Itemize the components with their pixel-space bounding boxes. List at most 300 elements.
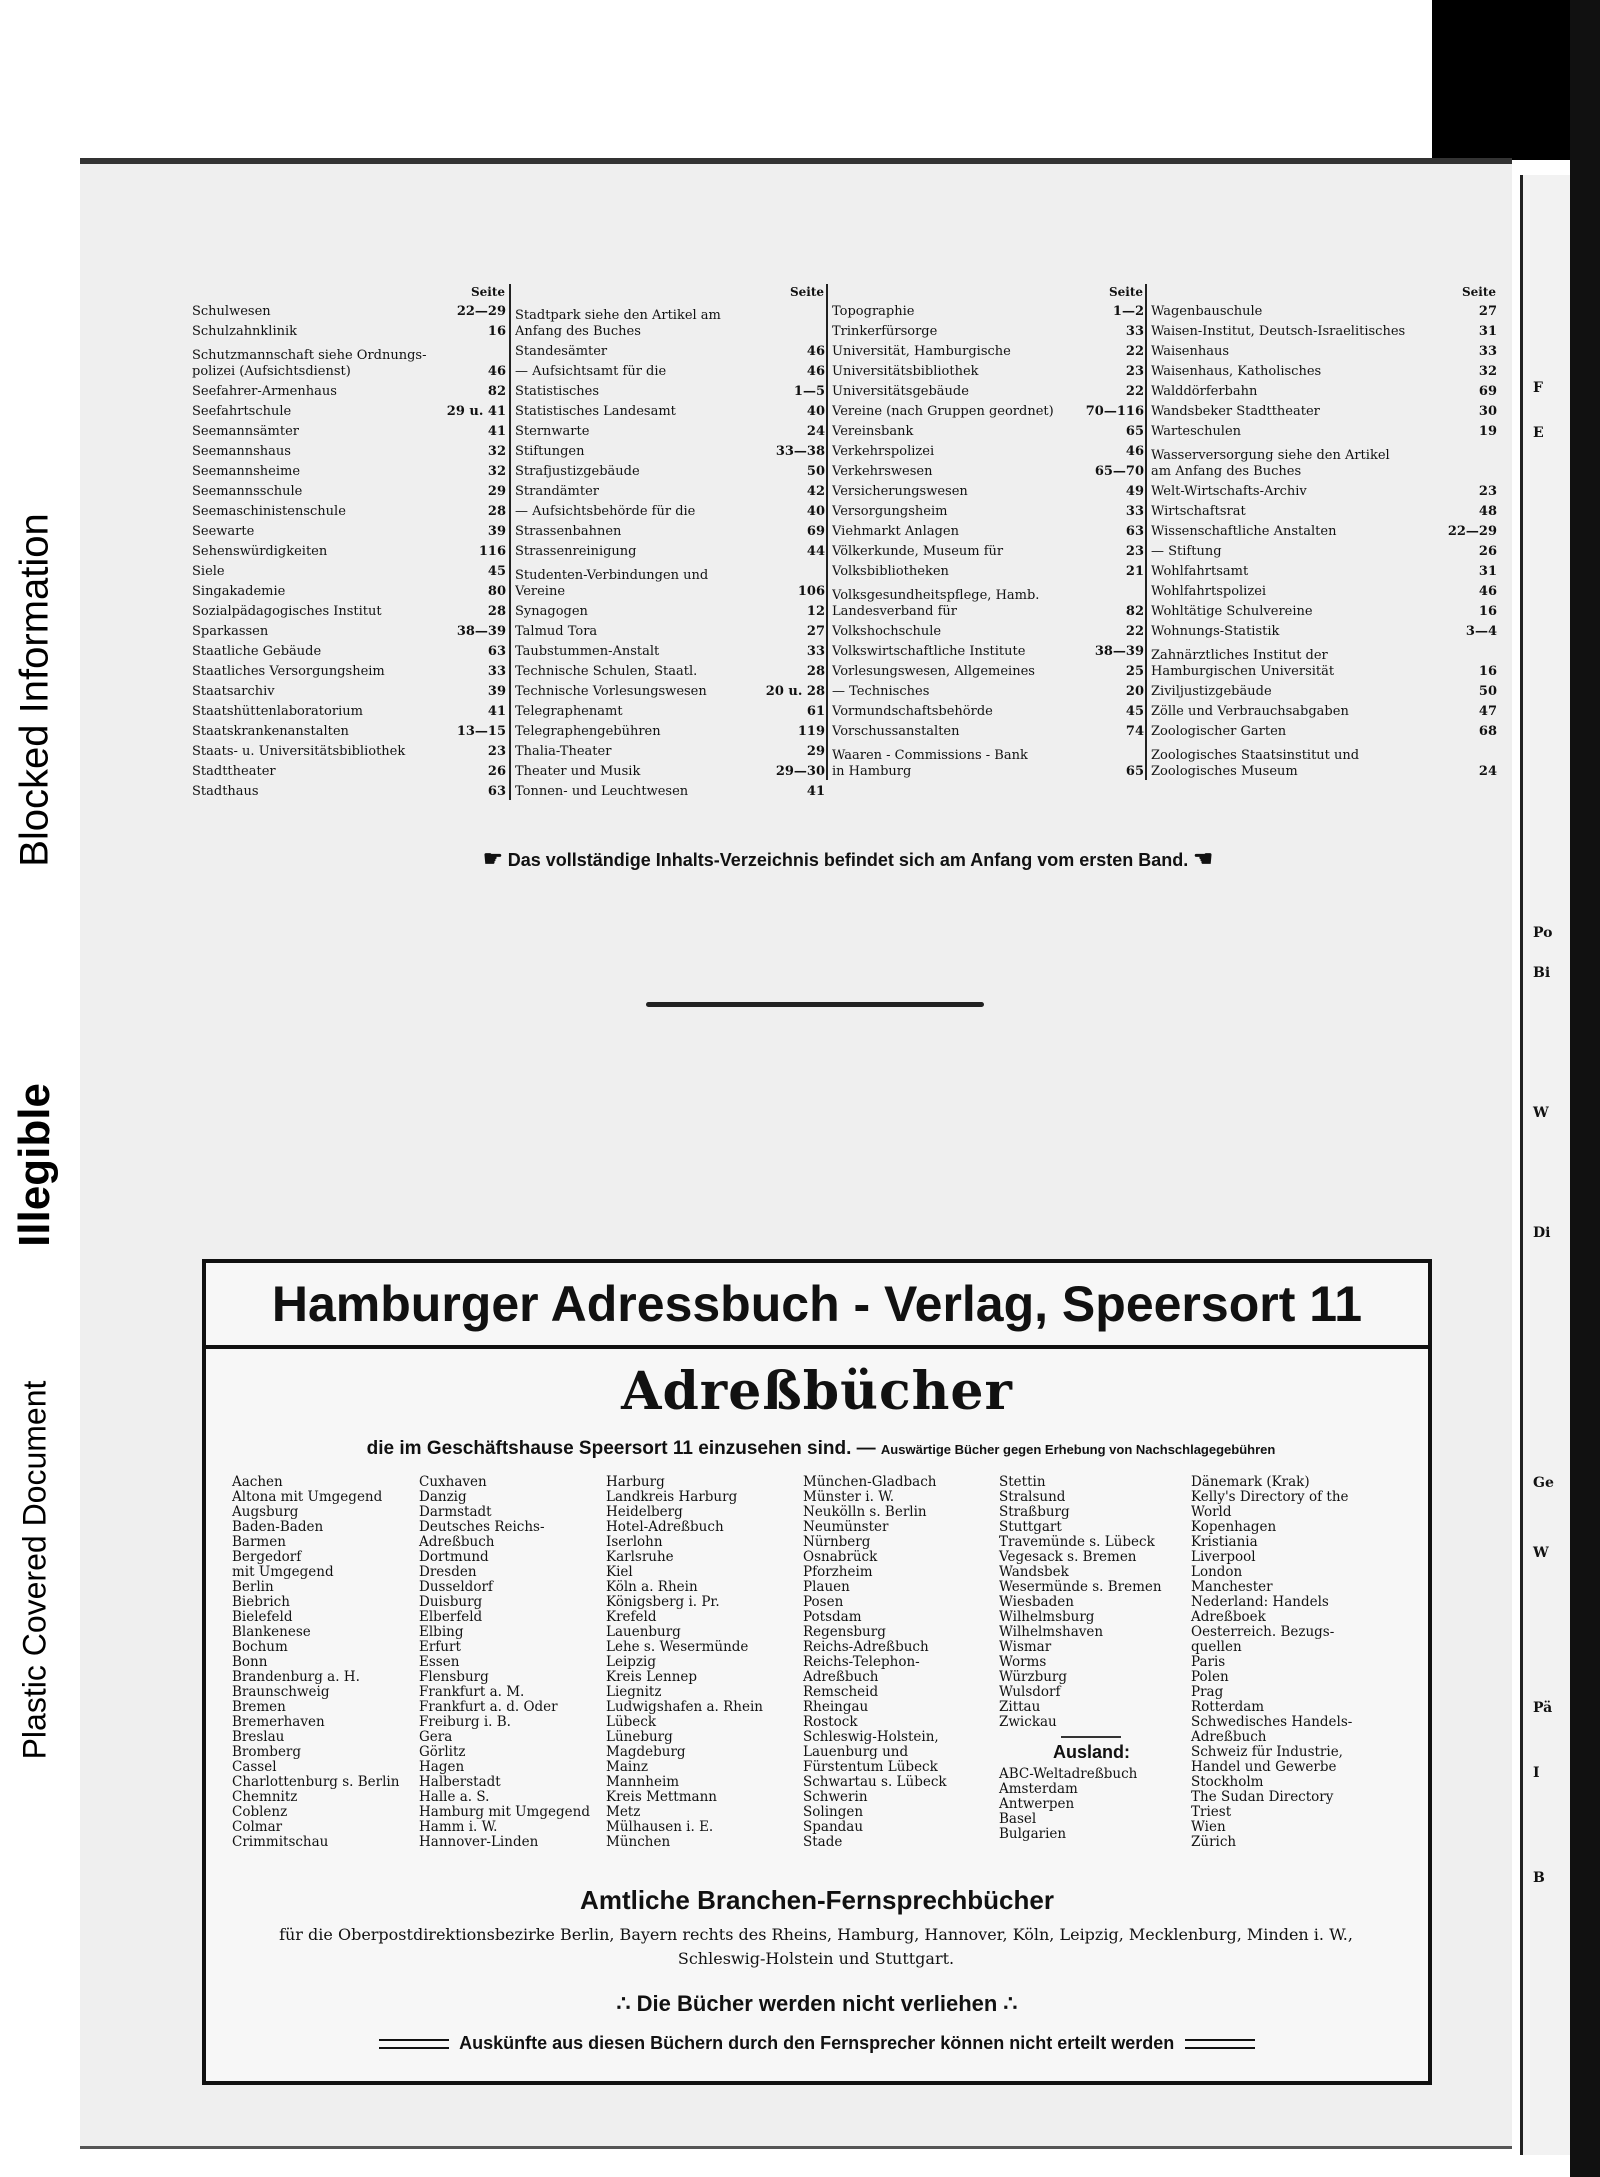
index-entry-page: 13—15: [456, 724, 506, 739]
index-entry-page: 65—70: [1094, 464, 1144, 479]
city-name: Dänemark (Krak): [1191, 1474, 1310, 1490]
index-entry-page: 3—4: [1465, 624, 1497, 639]
city-name: Stralsund: [999, 1489, 1066, 1505]
index-entry-page: 46: [806, 364, 825, 379]
index-entry: [511, 700, 828, 720]
city-name: Charlottenburg s. Berlin: [232, 1774, 400, 1790]
city-column: [999, 1475, 1184, 1842]
city-name: Travemünde s. Lübeck: [999, 1534, 1155, 1550]
index-entry-label: Viehmarkt Anlagen: [832, 524, 959, 539]
index-entry: [188, 480, 509, 500]
index-entry-page: 16: [487, 324, 506, 339]
index-entry-label: Talmud Tora: [515, 624, 598, 639]
city-name: Mülhausen i. E.: [606, 1819, 714, 1835]
city-name: Baden-Baden: [232, 1519, 324, 1535]
city-name: Straßburg: [999, 1504, 1070, 1520]
foreign-city-name: Antwerpen: [999, 1796, 1075, 1812]
city-name: Paris: [1191, 1654, 1226, 1670]
index-entry-page: 23: [1125, 364, 1144, 379]
index-entry: [188, 780, 509, 800]
index-entry-page: 69: [1478, 384, 1497, 399]
index-entry-page: 41: [487, 704, 506, 719]
city-name: Rheingau: [803, 1699, 869, 1715]
index-entry-page: 49: [1125, 484, 1144, 499]
double-rule-left: [379, 2039, 449, 2049]
index-entry-label: Ziviljustizgebäude: [1151, 684, 1272, 699]
index-entry: [188, 380, 509, 400]
index-column: [509, 284, 828, 800]
index-entry: [828, 340, 1147, 360]
index-entry: [511, 720, 828, 740]
index-entry-page: 45: [1125, 704, 1144, 719]
index-entry-page: 33: [1125, 504, 1144, 519]
index-entry-page: 1—2: [1112, 304, 1144, 319]
index-entry: [828, 580, 1147, 620]
index-entry-page: 46: [1125, 444, 1144, 459]
city-name: Schwartau s. Lübeck: [803, 1774, 947, 1790]
index-entry: [511, 600, 828, 620]
city-name: Hotel-Adreßbuch: [606, 1519, 724, 1535]
city-name: Dusseldorf: [419, 1579, 493, 1595]
index-entry: [1147, 560, 1500, 580]
index-entry-label: Wohlfahrtsamt: [1151, 564, 1249, 579]
index-entry-page: 41: [487, 424, 506, 439]
index-entry-label: Staats- u. Universitätsbibliothek: [192, 744, 406, 759]
index-entry-label: Seefahrtschule: [192, 404, 292, 419]
index-entry-page: 24: [1478, 764, 1497, 779]
index-entry-label: Sternwarte: [515, 424, 590, 439]
index-entry: [188, 420, 509, 440]
index-entry: [188, 680, 509, 700]
index-entry: [188, 540, 509, 560]
index-entry-label: Siele: [192, 564, 225, 579]
fragment-letter: Di: [1533, 1225, 1551, 1241]
index-entry-label: Seemaschinistenschule: [192, 504, 346, 519]
city-name: Bonn: [232, 1654, 268, 1670]
city-name: Kiel: [606, 1564, 633, 1580]
city-name: Altona mit Umgegend: [232, 1489, 383, 1505]
no-phone-text: Auskünfte aus diesen Büchern durch den Fernsprecher können nicht erteilt werden: [459, 2033, 1175, 2053]
seite-header: Seite: [470, 285, 505, 299]
index-entry-page: 27: [806, 624, 825, 639]
index-entry: [828, 460, 1147, 480]
index-entry: [511, 660, 828, 680]
scan-border-right: [1570, 0, 1600, 2177]
ad-subline-small: Auswärtige Bücher gegen Erhebung von Nachschlagegebühren: [880, 1442, 1276, 1457]
index-entry-page: 21: [1125, 564, 1144, 579]
index-entry-page: 31: [1478, 324, 1497, 339]
index-entry-page: 42: [806, 484, 825, 499]
index-entry-page: 23: [1478, 484, 1497, 499]
city-name: Aachen: [232, 1474, 283, 1490]
city-name: Bochum: [232, 1639, 288, 1655]
index-entry-page: 19: [1478, 424, 1497, 439]
index-entry-label: Standesämter: [515, 344, 608, 359]
city-name: Coblenz: [232, 1804, 288, 1820]
index-entry-label: Seemannshaus: [192, 444, 291, 459]
city-name: Crimmitschau: [232, 1834, 329, 1850]
city-name: Cassel: [232, 1759, 277, 1775]
city-name: Metz: [606, 1804, 641, 1820]
index-entry-page: 33—38: [775, 444, 825, 459]
illegible-label: Illegible: [10, 1083, 59, 1247]
index-entry-page: 48: [1478, 504, 1497, 519]
city-name: Nederland: Handels: [1191, 1594, 1329, 1610]
index-entry-page: 63: [1125, 524, 1144, 539]
index-entry-page: 29: [806, 744, 825, 759]
city-name: Stade: [803, 1834, 843, 1850]
city-name: Elberfeld: [419, 1609, 483, 1625]
index-entry: [1147, 620, 1500, 640]
index-entry-page: 28: [487, 504, 506, 519]
margin-strip: [0, 0, 70, 2177]
index-entry-page: 46: [487, 364, 506, 379]
foreign-city-name: ABC-Weltadreßbuch: [999, 1766, 1138, 1782]
city-name: Köln a. Rhein: [606, 1579, 698, 1595]
index-entry-label: Seemannsschule: [192, 484, 303, 499]
seite-header: Seite: [1461, 285, 1496, 299]
city-name: Duisburg: [419, 1594, 483, 1610]
city-name: Kelly's Directory of the: [1191, 1489, 1349, 1505]
index-entry-page: 32: [487, 464, 506, 479]
index-entry-label: Sehenswürdigkeiten: [192, 544, 328, 559]
pointing-hand-left-icon: ☚: [1193, 846, 1213, 871]
index-entry-label: Wohlfahrtspolizei: [1151, 584, 1267, 599]
city-name: Stuttgart: [999, 1519, 1062, 1535]
seite-header: Seite: [1108, 285, 1143, 299]
index-entry: [828, 440, 1147, 460]
city-name: London: [1191, 1564, 1243, 1580]
index-entry: [511, 500, 828, 520]
index-entry-page: 46: [1478, 584, 1497, 599]
city-name: Adreßbuch: [419, 1534, 495, 1550]
index-entry: [188, 620, 509, 640]
city-name: Brandenburg a. H.: [232, 1669, 360, 1685]
city-name: Gera: [419, 1729, 453, 1745]
city-name: Osnabrück: [803, 1549, 878, 1565]
index-entry: [828, 320, 1147, 340]
index-entry-page: 63: [487, 784, 506, 799]
index-entry-label: Vorschussanstalten: [832, 724, 960, 739]
index-entry-page: 33: [1125, 324, 1144, 339]
index-column: [188, 284, 509, 800]
city-name: Schwerin: [803, 1789, 868, 1805]
city-name: Schwedisches Handels-: [1191, 1714, 1353, 1730]
index-entry-page: 16: [1478, 604, 1497, 619]
fragment-letter: F: [1533, 380, 1543, 396]
index-entry-label: Vorlesungswesen, Allgemeines: [832, 664, 1035, 679]
index-entry: [188, 600, 509, 620]
index-entry: [1147, 380, 1500, 400]
index-entry-page: 74: [1125, 724, 1144, 739]
index-entry-label: Staatliche Gebäude: [192, 644, 322, 659]
fragment-letter: Bi: [1533, 965, 1551, 981]
index-entry: [1147, 300, 1500, 320]
city-name: Frankfurt a. M.: [419, 1684, 525, 1700]
city-name: Kristiania: [1191, 1534, 1258, 1550]
index-entry-page: 22—29: [456, 304, 506, 319]
index-entry-label: Stadtpark siehe den Artikel am Anfang des Buches: [515, 308, 721, 339]
fragment-letter: W: [1533, 1545, 1549, 1561]
index-entry-label: Universitätsbibliothek: [832, 364, 979, 379]
index-entry-label: Staatsarchiv: [192, 684, 275, 699]
index-entry-label: Staatshüttenlaboratorium: [192, 704, 363, 719]
index-entry-label: Walddörferbahn: [1151, 384, 1258, 399]
seite-header: Seite: [789, 285, 824, 299]
index-entry: [188, 460, 509, 480]
city-name: Wilhelmshaven: [999, 1624, 1104, 1640]
index-entry-label: Verkehrswesen: [832, 464, 933, 479]
index-entry-page: 68: [1478, 724, 1497, 739]
index-entry-page: 25: [1125, 664, 1144, 679]
city-name: Adreßbuch: [803, 1669, 879, 1685]
double-rule-right: [1185, 2039, 1255, 2049]
city-name: Liverpool: [1191, 1549, 1256, 1565]
index-entry-label: Statistisches Landesamt: [515, 404, 676, 419]
city-column: [606, 1475, 791, 1850]
city-name: Münster i. W.: [803, 1489, 895, 1505]
index-entry: [1147, 440, 1500, 480]
blocked-information-label: Blocked Information: [12, 513, 57, 867]
city-name: Danzig: [419, 1489, 467, 1505]
index-entry-page: 23: [487, 744, 506, 759]
document-page: [80, 158, 1512, 2149]
city-name: Königsberg i. Pr.: [606, 1594, 720, 1610]
city-name: mit Umgegend: [232, 1564, 334, 1580]
city-name: Oesterreich. Bezugs-: [1191, 1624, 1335, 1640]
city-name: Polen: [1191, 1669, 1229, 1685]
city-name: Reichs-Telephon-: [803, 1654, 920, 1670]
index-entry: [511, 480, 828, 500]
index-entry-page: 33: [1478, 344, 1497, 359]
index-entry-page: 26: [487, 764, 506, 779]
index-entry: [188, 320, 509, 340]
index-entry-page: 22: [1125, 384, 1144, 399]
index-entry-label: Vereine (nach Gruppen geordnet): [832, 404, 1054, 419]
index-entry-label: Strassenbahnen: [515, 524, 622, 539]
city-name: Darmstadt: [419, 1504, 492, 1520]
index-entry-page: 31: [1478, 564, 1497, 579]
fragment-letter: I: [1533, 1765, 1540, 1781]
index-entry-label: Waisenhaus, Katholisches: [1151, 364, 1322, 379]
index-entry-page: 16: [1478, 664, 1497, 679]
city-name: Stettin: [999, 1474, 1046, 1490]
index-entry-page: 47: [1478, 704, 1497, 719]
index-entry: [828, 520, 1147, 540]
index-entry: [828, 560, 1147, 580]
index-entry-page: 70—116: [1085, 404, 1144, 419]
city-name: Erfurt: [419, 1639, 461, 1655]
city-name: Neukölln s. Berlin: [803, 1504, 927, 1520]
index-entry: [1147, 500, 1500, 520]
city-name: Lehe s. Wesermünde: [606, 1639, 749, 1655]
index-entry-page: 1—5: [793, 384, 825, 399]
ausland-separator: [1061, 1736, 1121, 1738]
city-name: Frankfurt a. d. Oder: [419, 1699, 558, 1715]
index-entry: [188, 300, 509, 320]
index-entry-label: Wasserversorgung siehe den Artikel am Anfang des Buches: [1151, 448, 1390, 479]
index-entry: [1147, 360, 1500, 380]
index-entry-label: Versicherungswesen: [832, 484, 968, 499]
city-name: Schweiz für Industrie,: [1191, 1744, 1343, 1760]
index-entry-page: 40: [806, 504, 825, 519]
city-name: Halle a. S.: [419, 1789, 490, 1805]
fragment-letter: Po: [1533, 925, 1553, 941]
index-entry: [511, 540, 828, 560]
index-entry: [188, 660, 509, 680]
index-entry-page: 119: [797, 724, 825, 739]
city-name: Adreßboek: [1191, 1609, 1266, 1625]
index-entry: [828, 540, 1147, 560]
index-entry-label: Wohltätige Schulvereine: [1151, 604, 1313, 619]
city-name: Augsburg: [232, 1504, 299, 1520]
index-entry-page: 40: [806, 404, 825, 419]
index-entry: [511, 620, 828, 640]
index-entry-page: 39: [487, 684, 506, 699]
city-name: Wien: [1191, 1819, 1226, 1835]
fragment-letter: B: [1533, 1870, 1545, 1886]
index-entry: [511, 340, 828, 360]
index-entry: [828, 620, 1147, 640]
index-entry-page: 22—29: [1447, 524, 1497, 539]
ad-title-bar: [206, 1263, 1428, 1349]
index-entry-page: 33: [487, 664, 506, 679]
advertisement-box: [202, 1259, 1432, 2085]
index-entry-label: Schulwesen: [192, 304, 271, 319]
city-name: Biebrich: [232, 1594, 290, 1610]
index-entry-label: Stadthaus: [192, 784, 259, 799]
city-name: Braunschweig: [232, 1684, 330, 1700]
index-entry-label: Vormundschaftsbehörde: [832, 704, 993, 719]
index-entry: [188, 440, 509, 460]
city-name: World: [1191, 1504, 1232, 1520]
city-name: Wilhelmsburg: [999, 1609, 1095, 1625]
city-name: Pforzheim: [803, 1564, 873, 1580]
index-entry-page: 65: [1125, 424, 1144, 439]
index-entry: [828, 720, 1147, 740]
foreign-city-name: Basel: [999, 1811, 1037, 1827]
index-entry: [188, 700, 509, 720]
no-loan-notice: ∴ Die Bücher werden nicht verliehen ∴: [616, 1991, 1018, 2016]
index-entry-label: Stiftungen: [515, 444, 585, 459]
city-name: Hannover-Linden: [419, 1834, 539, 1850]
index-entry-label: Stadttheater: [192, 764, 276, 779]
city-name: Hamm i. W.: [419, 1819, 498, 1835]
index-entry-label: Zölle und Verbrauchsabgaben: [1151, 704, 1349, 719]
index-entry-label: Taubstummen-Anstalt: [515, 644, 660, 659]
city-name: Wesermünde s. Bremen: [999, 1579, 1162, 1595]
city-name: Vegesack s. Bremen: [999, 1549, 1137, 1565]
index-entry-label: Technische Schulen, Staatl.: [515, 664, 698, 679]
index-entry: [828, 500, 1147, 520]
index-column: [1145, 284, 1500, 780]
city-name: Stockholm: [1191, 1774, 1264, 1790]
index-entry-label: Waisenhaus: [1151, 344, 1230, 359]
index-entry-label: Seemannsämter: [192, 424, 299, 439]
index-entry: [828, 640, 1147, 660]
index-entry-label: Tonnen- und Leuchtwesen: [515, 784, 689, 799]
city-name: Lüneburg: [606, 1729, 673, 1745]
index-entry: [1147, 480, 1500, 500]
index-entry: [828, 680, 1147, 700]
city-name: Worms: [999, 1654, 1047, 1670]
index-entry: [188, 560, 509, 580]
index-entry: [1147, 580, 1500, 600]
city-name: Chemnitz: [232, 1789, 298, 1805]
foreign-city-name: Bulgarien: [999, 1826, 1067, 1842]
city-column: [232, 1475, 417, 1850]
index-entry-label: Strandämter: [515, 484, 599, 499]
city-name: Görlitz: [419, 1744, 466, 1760]
index-entry-label: — Stiftung: [1151, 544, 1222, 559]
index-entry-label: Strafjustizgebäude: [515, 464, 640, 479]
footnote-text: Das vollständige Inhalts-Verzeichnis befindet sich am Anfang vom ersten Band.: [507, 850, 1189, 870]
city-name: Wandsbek: [999, 1564, 1069, 1580]
city-name: Adreßbuch: [1191, 1729, 1267, 1745]
city-name: Bergedorf: [232, 1549, 302, 1565]
index-entry-page: 32: [487, 444, 506, 459]
index-entry-page: 22: [1125, 624, 1144, 639]
index-entry-page: 69: [806, 524, 825, 539]
city-name: Landkreis Harburg: [606, 1489, 738, 1505]
index-entry: [1147, 740, 1500, 780]
city-name: Blankenese: [232, 1624, 311, 1640]
index-entry-page: 30: [1478, 404, 1497, 419]
index-entry-label: — Aufsichtsbehörde für die: [515, 504, 696, 519]
city-name: The Sudan Directory: [1191, 1789, 1334, 1805]
city-name: Rotterdam: [1191, 1699, 1265, 1715]
index-entry: [1147, 520, 1500, 540]
index-entry: [188, 740, 509, 760]
city-name: Mannheim: [606, 1774, 680, 1790]
index-entry-label: Volkshochschule: [832, 624, 942, 639]
city-name: Posen: [803, 1594, 844, 1610]
city-name: Elbing: [419, 1624, 464, 1640]
city-name: Kopenhagen: [1191, 1519, 1277, 1535]
city-name: Handel und Gewerbe: [1191, 1759, 1337, 1775]
city-name: Kreis Lennep: [606, 1669, 698, 1685]
index-entry: [1147, 640, 1500, 680]
index-entry: [188, 520, 509, 540]
foreign-city-name: Amsterdam: [999, 1781, 1078, 1797]
index-entry: [1147, 700, 1500, 720]
index-entry-label: Schulzahnklinik: [192, 324, 298, 339]
index-entry-label: Versorgungsheim: [832, 504, 948, 519]
index-entry: [511, 400, 828, 420]
index-entry-page: 23: [1125, 544, 1144, 559]
index-entry: [828, 380, 1147, 400]
city-name: Bromberg: [232, 1744, 302, 1760]
city-name: Wulsdorf: [999, 1684, 1061, 1700]
city-name: Zürich: [1191, 1834, 1237, 1850]
index-entry: [828, 400, 1147, 420]
city-name: Plauen: [803, 1579, 850, 1595]
city-name: Freiburg i. B.: [419, 1714, 511, 1730]
index-entry-label: Wandsbeker Stadttheater: [1151, 404, 1320, 419]
city-name: München-Gladbach: [803, 1474, 937, 1490]
index-entry-label: Wissenschaftliche Anstalten: [1151, 524, 1337, 539]
index-entry-page: 41: [806, 784, 825, 799]
ad-title: Hamburger Adressbuch - Verlag, Speersort 11: [271, 1276, 1363, 1332]
index-entry: [511, 760, 828, 780]
index-entry: [511, 300, 828, 340]
ad-subline-main: die im Geschäftshause Speersort 11 einzusehen sind. —: [366, 1438, 876, 1459]
index-entry-label: Studenten-Verbindungen und Vereine: [515, 568, 709, 599]
fragment-letter: Pä: [1533, 1700, 1553, 1716]
city-name: Reichs-Adreßbuch: [803, 1639, 929, 1655]
city-column: [803, 1475, 988, 1850]
index-entry-label: Telegraphenamt: [515, 704, 623, 719]
